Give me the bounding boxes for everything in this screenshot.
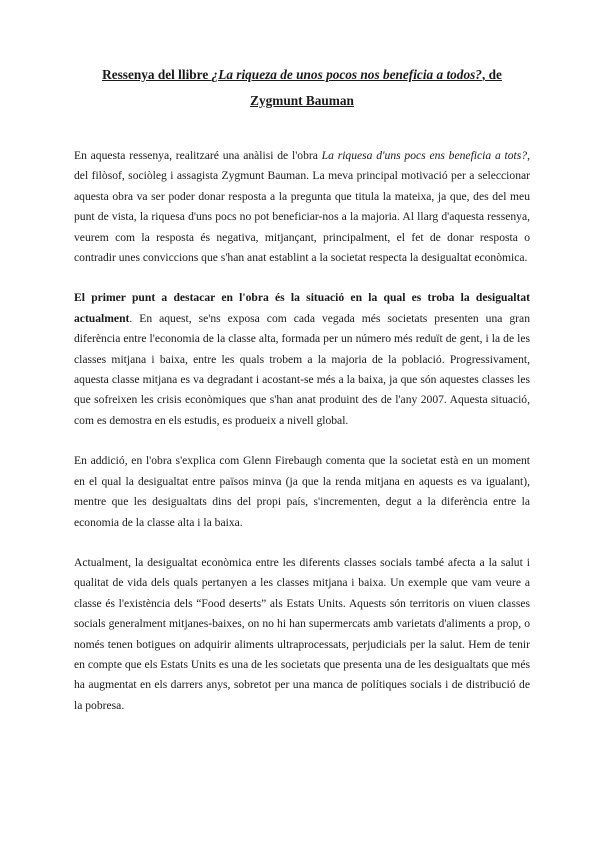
- paragraph-intro: En aquesta ressenya, realitzaré una anàlisi de l'obra La riquesa d'uns pocs ens beneficia a tots?, del filòsof, sociòleg i assagista Zygmunt Bauman. La meva principal motivació per a seleccionar aquesta obra va ser poder donar resposta a la pregunta que titula la mateixa, ja que, des del meu punt de vista, la riquesa d'uns pocs no pot beneficiar-nos a la majoria. Al llarg d'aquesta ressenya, veurem com la resposta és negativa, mitjançant, principalment, el fet de donar resposta o contradir unes conviccions que s'han anat establint a la societat respecta la desigualtat econòmica.: [74, 149, 530, 265]
- book-title-catalan: La riquesa d'uns pocs ens beneficia a tots?: [321, 149, 528, 162]
- paragraph-firebaugh: En addició, en l'obra s'explica com Glenn Firebaugh comenta que la societat està en un moment en el qual la desigualtat entre països minva (ja que la renda mitjana en aquests es va igualant), mentre que les desigualtats dins del propi país, s'incrementen, degut a la diferència entre la economia de la classe alta i la baixa.: [74, 454, 530, 529]
- title-line-2: Zygmunt Bauman: [250, 93, 354, 108]
- title-line-1: Ressenya del llibre ¿La riqueza de unos pocos nos beneficia a todos?, de: [102, 67, 502, 82]
- paragraph-first-point: El primer punt a destacar en l'obra és la situació en la qual es troba la desigualtat actualment. En aquest, se'ns exposa com cada vegada més societats presenten una gran diferència entre l'economia de la classe alta, formada per un número més reduït de gent, i la de les classes mitjana i baixa, entre les quals trobem a la majoria de la població. Progressivament, aquesta classe mitjana es va degradant i acostant-se més a la baixa, ja que són aquestes classes les que sofreixen les crisis econòmiques que s'han anat produint des de l'any 2007. Aquesta situació, com es demostra en els estudis, es produeix a nivell global.: [74, 291, 530, 427]
- first-point-heading: El primer punt a destacar en l'obra és la situació en la qual es troba la desigualtat actualment: [74, 291, 530, 325]
- review-title: [74, 62, 530, 114]
- paragraph-health: Actualment, la desigualtat econòmica entre les diferents classes socials també afecta a la salut i qualitat de vida dels quals pertanyen a les classes mitjana i baixa. Un exemple que vam veure a classe és l'existència dels “Food deserts” als Estats Units. Aquests són territoris on viuen classes socials generalment mitjanes-baixes, on no hi han supermercats amb varietats d'aliments a prop, o només tenen botigues on adquirir aliments ultraprocessats, perjudicials per la salut. Hem de tenir en compte que els Estats Units es una de les societats que presenta una de les desigualtats que més ha augmentat en els darrers anys, sobretot per una manca de polítiques socials i de distribució de la pobresa.: [74, 555, 530, 712]
- book-title: ¿La riqueza de unos pocos nos beneficia a todos?: [211, 67, 482, 82]
